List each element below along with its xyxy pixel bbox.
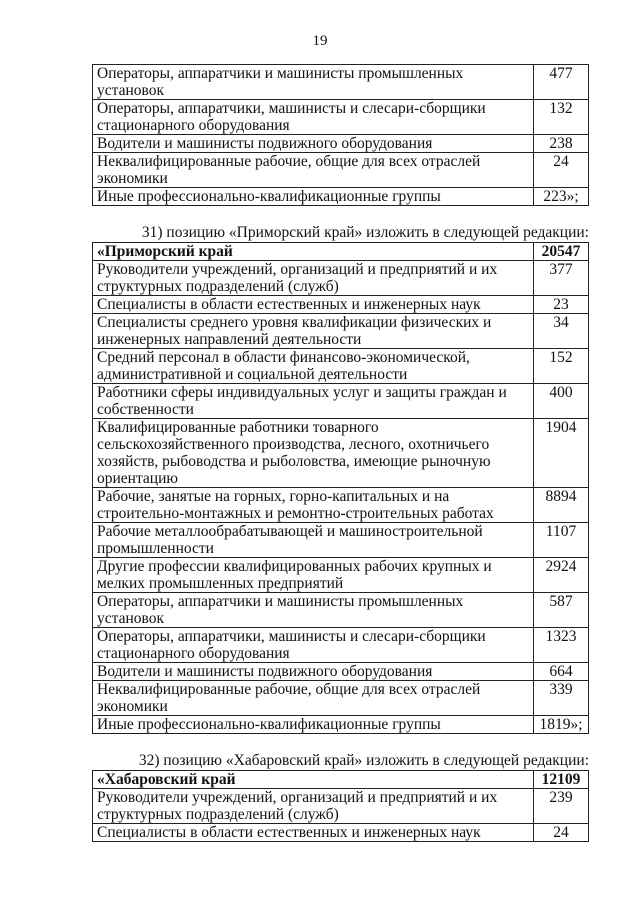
table-row: [93, 593, 589, 628]
table-body: [93, 771, 589, 789]
table-row: [93, 261, 589, 296]
table-body: [93, 261, 589, 734]
occupation-group: Рабочие металлообрабатывающей и машиностроительной промышленности: [93, 523, 534, 558]
table-row: [93, 628, 589, 663]
occupation-group: Специалисты среднего уровня квалификации физических и инженерных направлений деятельности: [93, 314, 534, 349]
occupation-group: Специалисты в области естественных и инженерных наук: [93, 824, 534, 842]
occupation-group: Операторы, аппаратчики, машинисты и слесари-сборщики стационарного оборудования: [93, 628, 534, 663]
table-row: [93, 488, 589, 523]
table-row: [93, 716, 589, 734]
table-body: [93, 243, 589, 261]
table-header-row: [93, 243, 589, 261]
count-value: 664: [534, 663, 589, 681]
count-value: 1107: [534, 523, 589, 558]
occupation-group: Руководители учреждений, организаций и предприятий и их структурных подразделений (служб): [93, 789, 534, 824]
count-value: 34: [534, 314, 589, 349]
table-body: [93, 789, 589, 842]
occupation-group: Неквалифицированные рабочие, общие для всех отраслей экономики: [93, 153, 534, 188]
count-value: 23: [534, 296, 589, 314]
count-value: 223»;: [534, 188, 589, 206]
table-row: [93, 314, 589, 349]
occupation-group: Специалисты в области естественных и инженерных наук: [93, 296, 534, 314]
table-row: [93, 349, 589, 384]
count-value: 8894: [534, 488, 589, 523]
region-name: «Хабаровский край: [93, 771, 534, 789]
table-row: [93, 789, 589, 824]
page-number: 19: [312, 33, 328, 49]
table-row: [93, 824, 589, 842]
occupation-group: Водители и машинисты подвижного оборудования: [93, 135, 534, 153]
table-continuation: [92, 64, 589, 206]
count-value: 1323: [534, 628, 589, 663]
occupation-group: Работники сферы индивидуальных услуг и защиты граждан и собственности: [93, 384, 534, 419]
table-row: [93, 523, 589, 558]
table-row: [93, 663, 589, 681]
section-32-intro: 32) позицию «Хабаровский край» изложить в следующей редакции:: [138, 752, 589, 769]
count-value: 587: [534, 593, 589, 628]
table-row: [93, 681, 589, 716]
table-body: [93, 65, 589, 206]
table-row: [93, 135, 589, 153]
count-value: 400: [534, 384, 589, 419]
count-value: 477: [534, 65, 589, 100]
count-value: 377: [534, 261, 589, 296]
occupation-group: Средний персонал в области финансово-экономической, административной и социальной деятельности: [93, 349, 534, 384]
table-row: [93, 65, 589, 100]
count-value: 132: [534, 100, 589, 135]
section-31-intro: 31) позицию «Приморский край» изложить в следующей редакции:: [141, 224, 589, 241]
occupation-group: Операторы, аппаратчики, машинисты и слесари-сборщики стационарного оборудования: [93, 100, 534, 135]
count-value: 24: [534, 824, 589, 842]
occupation-group: Иные профессионально-квалификационные группы: [93, 716, 534, 734]
occupation-group: Квалифицированные работники товарного сельскохозяйственного производства, лесного, охотничьего хозяйств, рыбоводства и рыболовства, имеющие рыночную ориентацию: [93, 419, 534, 488]
occupation-group: Водители и машинисты подвижного оборудования: [93, 663, 534, 681]
count-value: 1904: [534, 419, 589, 488]
region-name: «Приморский край: [93, 243, 534, 261]
region-total: 20547: [534, 243, 589, 261]
table-row: [93, 558, 589, 593]
table-row: [93, 296, 589, 314]
count-value: 152: [534, 349, 589, 384]
table-header-row: [93, 771, 589, 789]
count-value: 339: [534, 681, 589, 716]
occupation-group: Операторы, аппаратчики и машинисты промышленных установок: [93, 65, 534, 100]
table-khabarovsk-krai: [92, 770, 589, 842]
count-value: 238: [534, 135, 589, 153]
occupation-group: Неквалифицированные рабочие, общие для всех отраслей экономики: [93, 681, 534, 716]
count-value: 239: [534, 789, 589, 824]
table-row: [93, 419, 589, 488]
table-row: [93, 100, 589, 135]
table-row: [93, 384, 589, 419]
table-row: [93, 153, 589, 188]
occupation-group: Другие профессии квалифицированных рабочих крупных и мелких промышленных предприятий: [93, 558, 534, 593]
table-primorsky-krai: [92, 242, 589, 734]
count-value: 24: [534, 153, 589, 188]
occupation-group: Операторы, аппаратчики и машинисты промышленных установок: [93, 593, 534, 628]
table-row: [93, 188, 589, 206]
count-value: 1819»;: [534, 716, 589, 734]
occupation-group: Руководители учреждений, организаций и предприятий и их структурных подразделений (служб): [93, 261, 534, 296]
occupation-group: Рабочие, занятые на горных, горно-капитальных и на строительно-монтажных и ремонтно-строительных работах: [93, 488, 534, 523]
count-value: 2924: [534, 558, 589, 593]
region-total: 12109: [534, 771, 589, 789]
occupation-group: Иные профессионально-квалификационные группы: [93, 188, 534, 206]
